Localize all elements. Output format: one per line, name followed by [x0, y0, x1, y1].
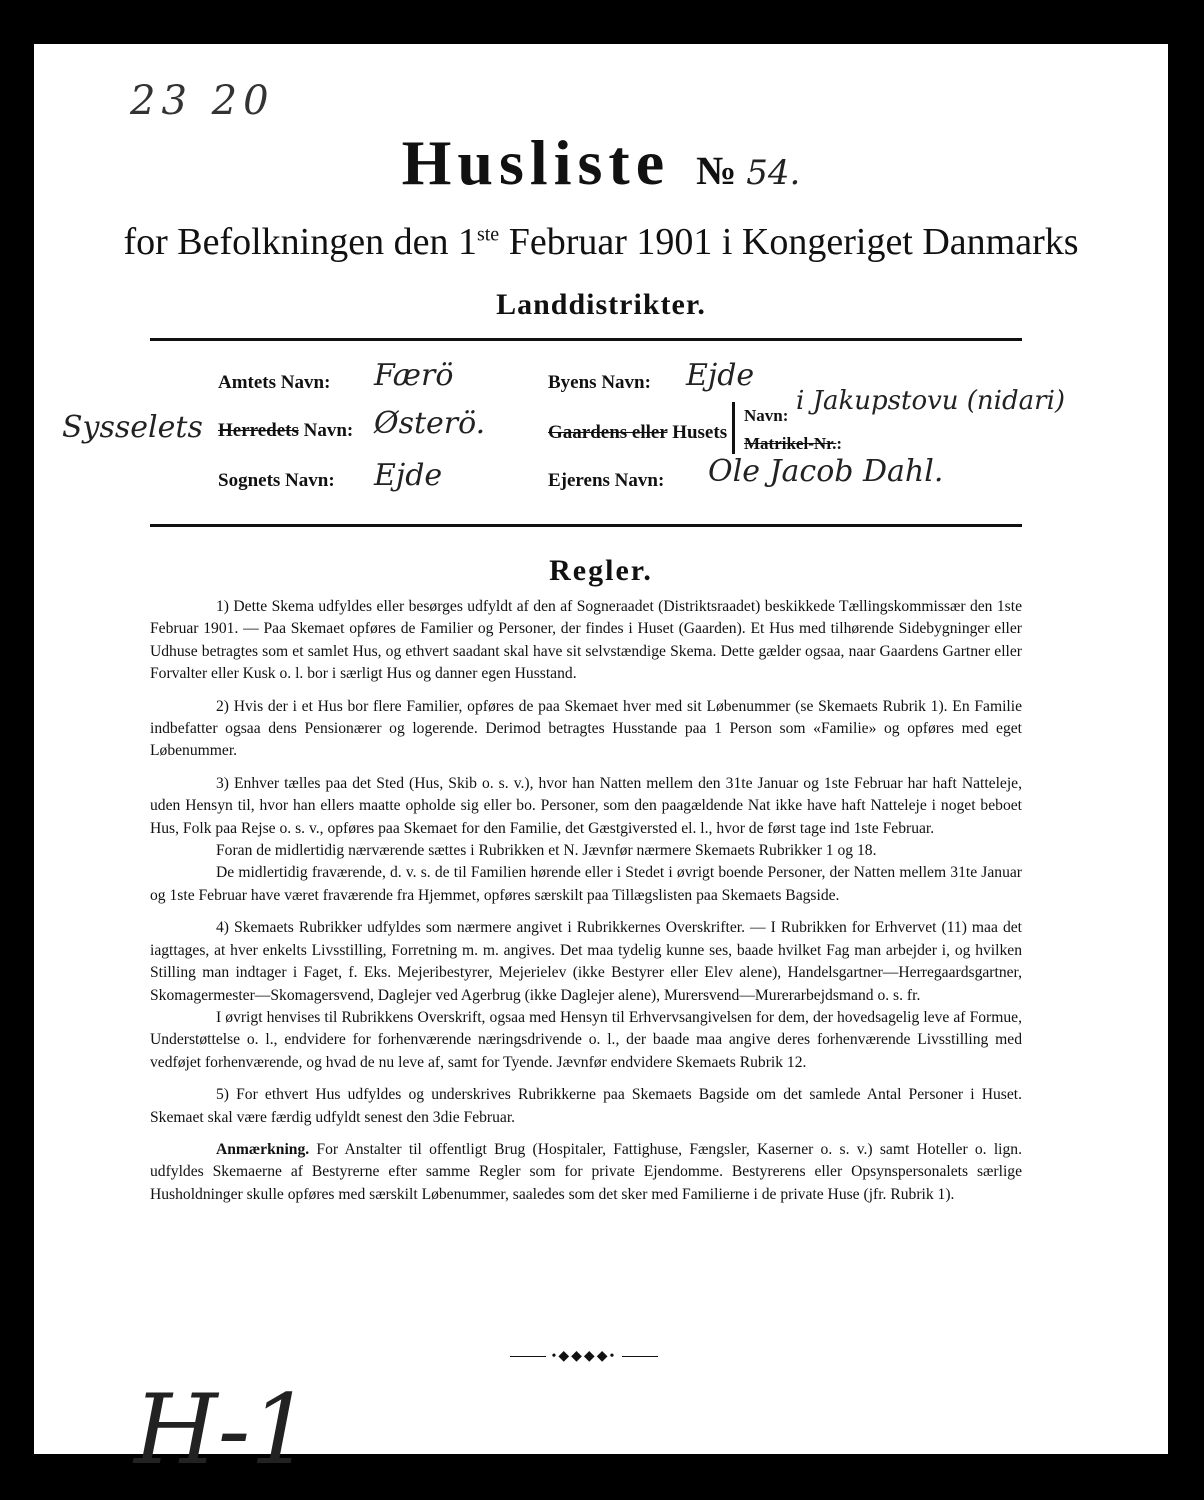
note-text: For Anstalter til offentligt Brug (Hospitaler, Fattighuse, Fængsler, Kaserner o. s. v.) samt Hoteller o. lign. udfyldes Skemaerne af Bestyrerne efter samme Regler som for private Ejendomme. Bestyrerens eller Opsynspersonalets særlige Husholdninger skulle opføres med særskilt Løbenummer, saaledes som det sker med Familierne i de private Huse (jfr. Rubrik 1). [150, 1140, 1022, 1203]
ejer-label: Ejerens Navn: [548, 470, 665, 491]
by-value: Ejde [686, 358, 755, 393]
form-subtitle [34, 220, 1168, 264]
herred-label-struck: Herredets [218, 420, 299, 441]
side-note: Sysselets [62, 410, 203, 445]
rules-text [150, 596, 1022, 1216]
ornament-glyphs: •◆◆◆◆• [551, 1349, 617, 1364]
house-number: 54. [746, 153, 801, 193]
note-lead: Anmærkning. [216, 1140, 310, 1158]
rule-3-foran: Foran de midlertidig nærværende sættes i Rubrikken et N. Jævnfør nærmere Skemaets Rubrikker 1 og 18. [216, 842, 877, 860]
subtitle-sup: ste [476, 223, 500, 246]
herred-value: Østerö. [374, 406, 486, 441]
matrikel-label [744, 434, 842, 454]
by-label: Byens Navn: [548, 372, 651, 393]
note-paragraph [150, 1139, 1022, 1206]
house-bracket [732, 402, 735, 454]
rule-1: 1) Dette Skema udfyldes eller besørges udfyldt af den af Sogneraadet (Distriktsraadet) beskikkede Tællingskommissær den 1ste Februar 1901. — Paa Skemaet opføres de Familier og Personer, der findes i Huset (Gaarden). Et Hus med tilhørende Sidebygninger eller Udhuse betragtes som et samlet Hus, og ethvert saadant skal have sit selvstændige Skema. Dette gælder ogsaa, naar Gaardens Gartner eller Forvalter eller Kusk o. l. bor i særligt Hus og danner egen Husstand. [150, 598, 1022, 683]
corner-numbers: 23 20 [130, 78, 275, 124]
rule-4: 4) Skemaets Rubrikker udfyldes som nærmere angivet i Rubrikkernes Overskrifter. — I Rubrikken for Erhvervet (11) maa det iagttages, at hver enkelts Livsstilling, Forretning m. m. angives. Det maa tydelig kunne ses, baade hvilket Fag man arbejder i, og hvilken Stilling man indtager i Faget, f. Eks. Mejeribestyrer, Mejerielev (ikke Bestyrer eller Elev alene), Handelsgartner—Herregaardsgartner, Skomagermester—Skomagersvend, Daglejer ved Agerbrug (ikke Daglejer alene), Murersvend—Murerarbejdsmand o. s. fr. [150, 919, 1022, 1004]
navn-value: i Jakupstovu (nidari) [796, 386, 1066, 416]
gaard-label-struck: Gaardens eller [548, 422, 668, 443]
amt-value: Færö [374, 358, 454, 393]
number-label: № [696, 148, 737, 193]
ornament [510, 1348, 658, 1365]
rule-4-ovrigt: I øvrigt henvises til Rubrikkens Overskrift, ogsaa med Hensyn til Erhvervsangivelsen for dem, der hovedsagelig leve af Formue, Understøttelse o. l., endvidere for forhenværende næringsdrivende o. l., der baade maa angive deres forhenværende Livsstilling med vedføjet forhenværende, og hvad de nu leve af, samt for Tyende. Jævnfør endvidere Skemaets Rubrik 12. [150, 1008, 1022, 1071]
navn-label: Navn: [744, 406, 789, 425]
rule-3: 3) Enhver tælles paa det Sted (Hus, Skib o. s. v.), hvor han Natten mellem den 31te Januar og 1ste Februar har haft Natteleje, uden Hensyn til, hvor han ellers maatte opholde sig eller bo. Personer, som den paagældende Nat ikke have haft Natteleje i noget beboet Hus, Folk paa Rejse o. s. v., opføres paa Skemaet for den Familie, det Gæstgiversted el. l., hvor de først tage ind 1ste Februar. [150, 774, 1022, 837]
sogn-label: Sognets Navn: [218, 470, 335, 491]
top-rule [150, 338, 1022, 341]
rule-3-fravaerende: De midlertidig fraværende, d. v. s. de til Familien hørende eller i Stedet i øvrigt boende Personer, der Natten mellem 31te Januar og 1ste Februar have været fraværende fra Hjemmet, opføres særskilt paa Tillægslisten paa Skemaets Bagside. [150, 864, 1022, 904]
matrikel-colon: : [836, 434, 843, 453]
district-heading: Landdistrikter. [496, 288, 706, 321]
rules-heading: Regler. [549, 554, 653, 587]
sogn-value: Ejde [374, 458, 443, 493]
gaard-label-text: Husets [667, 422, 728, 443]
gaard-label [548, 422, 727, 444]
rule-5: 5) For ethvert Hus udfyldes og underskrives Rubrikkerne paa Skemaets Bagside om det samlede Antal Personer i Huset. Skemaet skal være færdig udfyldt senest den 3die Februar. [150, 1086, 1022, 1126]
matrikel-label-struck: Matrikel-Nr. [744, 434, 837, 453]
amt-label: Amtets Navn: [218, 372, 331, 393]
rule-2: 2) Hvis der i et Hus bor flere Familier, opføres de paa Skemaet hver med sit Løbenummer (se Skemaets Rubrik 1). En Familie indbefatter ogsaa dens Pensionærer og logerende. Derimod betragtes Husstande paa 1 Person som «Familie» og opføres med eget Løbenummer. [150, 697, 1022, 760]
form-title [34, 126, 1168, 200]
bottom-rule [150, 524, 1022, 527]
subtitle-post: Februar 1901 i Kongeriget Danmarks [499, 221, 1079, 263]
census-form-page [34, 44, 1168, 1486]
herred-label [218, 420, 353, 442]
corner-mark: H-1 [134, 1374, 312, 1486]
herred-label-text: Navn: [298, 420, 354, 441]
title-text: Husliste [401, 127, 671, 198]
ejer-value: Ole Jacob Dahl. [708, 454, 944, 489]
subtitle-pre: for Befolkningen den 1 [123, 221, 477, 263]
